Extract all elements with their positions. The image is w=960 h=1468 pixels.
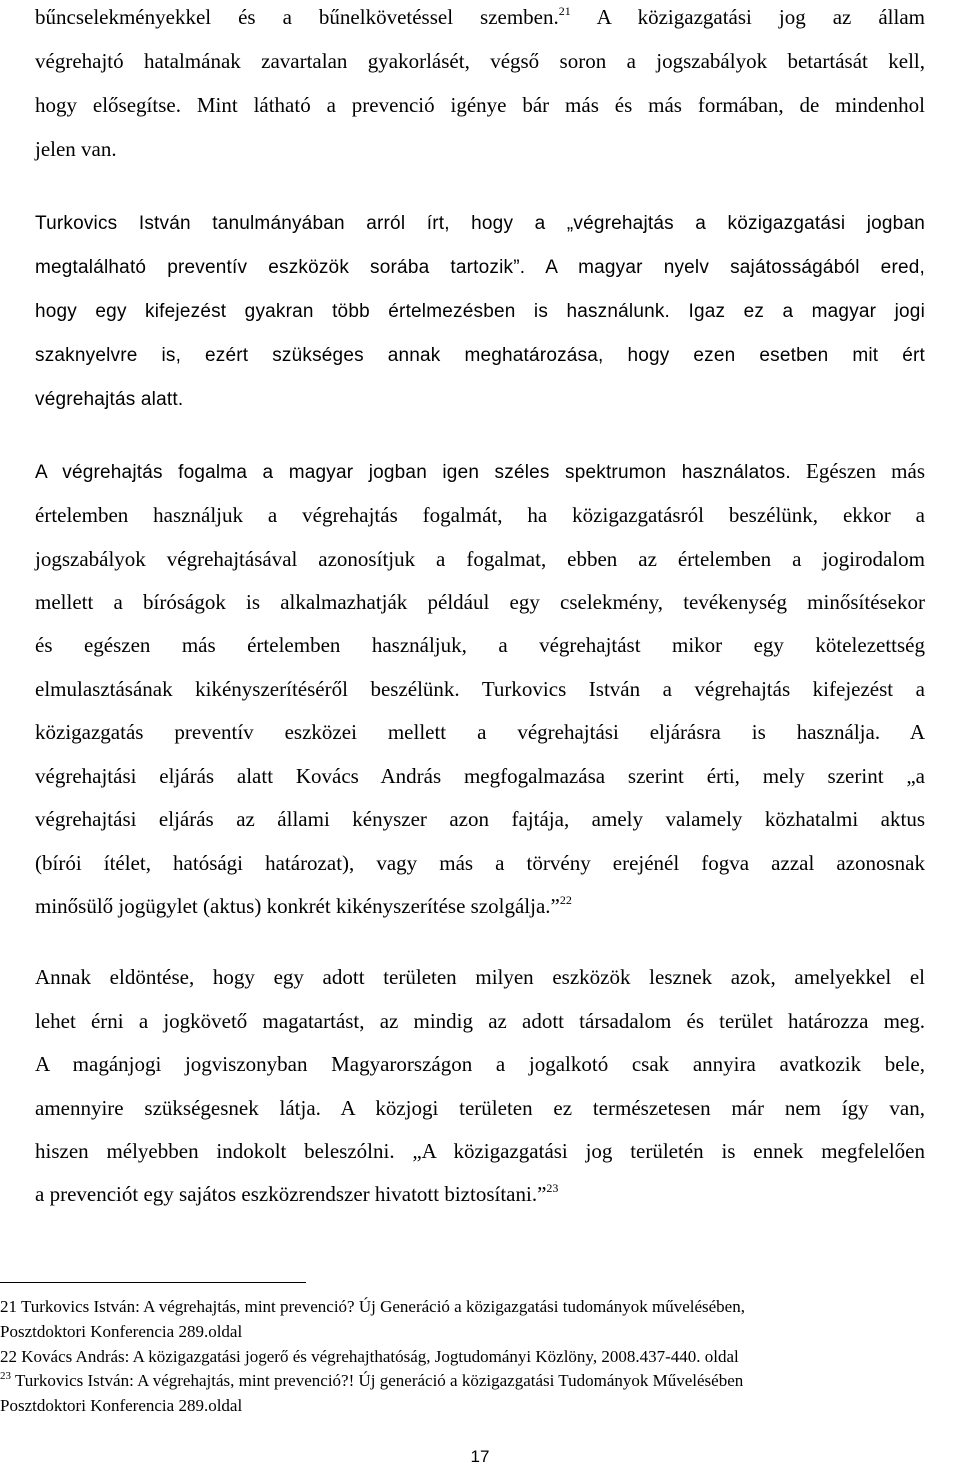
body-line: elmulasztásának kikényszerítéséről beszélünk. Turkovics István a végrehajtás kifejezést a [35, 677, 925, 701]
footnote-21: 21 Turkovics István: A végrehajtás, mint prevenció? Új Generáció a közigazgatási tudományok művelésében, [0, 1297, 745, 1316]
body-line: végrehajtási eljárás alatt Kovács András megfogalmazása szerint érti, mely szerint „a [35, 764, 925, 788]
body-line: a prevenciót egy sajátos eszközrendszer hivatott biztosítani.”$^{23}$ [35, 1181, 559, 1206]
body-line: minősülő jogügylet (aktus) konkrét kikényszerítése szolgálja.”$^{22}$ [35, 893, 572, 918]
body-line: értelemben használjuk a végrehajtás fogalmát, ha közigazgatásról beszélünk, ekkor a [35, 503, 925, 527]
footnote-separator [0, 1282, 306, 1283]
footnote-ref[interactable]: 23 [546, 1181, 559, 1195]
body-line: (bírói ítélet, hatósági határozat), vagy más a törvény erejénél fogva azzal azonosnak [35, 851, 925, 875]
page-number: 17 [470, 1447, 490, 1466]
footnote-22: 22 Kovács András: A közigazgatási jogerő és végrehajthatóság, Jogtudományi Közlöny, 2008.437-440. oldal [0, 1347, 739, 1366]
footnote-ref[interactable]: 21 [558, 4, 571, 18]
body-line: A magánjogi jogviszonyban Magyarországon a jogalkotó csak annyira avatkozik bele, [35, 1052, 925, 1076]
body-line: végrehajtó hatalmának zavartalan gyakorlásét, végső soron a jogszabályok betartását kell, [35, 49, 925, 73]
body-line: végrehajtási eljárás az állami kényszer azon fajtája, amely valamely közhatalmi aktus [35, 807, 925, 831]
footnote-21-continued: Posztdoktori Konferencia 289.oldal [0, 1322, 243, 1341]
footnote-ref[interactable]: 22 [559, 893, 572, 907]
body-line: megtalálható preventív eszközök sorába tartozik”. A magyar nyelv sajátosságából ered, [35, 257, 925, 278]
body-line: végrehajtás alatt. [35, 389, 184, 410]
body-line: bűncselekményekkel és a bűnelkövetéssel szemben.$^{21}$ A közigazgatási jog az állam [35, 4, 926, 29]
body-line: lehet érni a jogkövető magatartást, az mindig az adott társadalom és terület határozza meg. [35, 1009, 925, 1033]
body-line: amennyire szükségesnek látja. A közjogi területen ez természetesen már nem így van, [35, 1096, 925, 1120]
body-line: Turkovics István tanulmányában arról írt, hogy a „végrehajtás a közigazgatási jogban [35, 213, 925, 234]
body-line: hogy elősegítse. Mint látható a prevenció igénye bár más és más formában, de mindenhol [35, 93, 925, 117]
body-line: jelen van. [35, 137, 117, 161]
body-line: közigazgatás preventív eszközei mellett a végrehajtási eljárásra is használja. A [35, 720, 925, 744]
footnote-23-continued: Posztdoktori Konferencia 289.oldal [0, 1396, 243, 1415]
body-line: és egészen más értelemben használjuk, a végrehajtást mikor egy kötelezettség [35, 633, 925, 657]
body-line: hogy egy kifejezést gyakran több értelmezésben is használunk. Igaz ez a magyar jogi [35, 301, 925, 322]
body-line: szaknyelvre is, ezért szükséges annak meghatározása, hogy ezen esetben mit ért [35, 345, 925, 366]
body-line: A végrehajtás fogalma a magyar jogban igen széles spektrumon használatos. Egészen más [35, 459, 926, 483]
footnote-23: $^{23}$ Turkovics István: A végrehajtás, mint prevenció?! Új generáció a közigazgatási Tudományok Művelésében [0, 1370, 744, 1390]
body-line: jogszabályok végrehajtásával azonosítjuk a fogalmat, ebben az értelemben a jogirodalom [35, 547, 925, 571]
body-line: Annak eldöntése, hogy egy adott területen milyen eszközök lesznek azok, amelyekkel el [35, 965, 925, 989]
body-line: hiszen mélyebben indokolt beleszólni. „A közigazgatási jog területén is ennek megfelelően [35, 1139, 925, 1163]
body-line: mellett a bíróságok is alkalmazhatják például egy cselekmény, tevékenység minősítésekor [35, 590, 925, 614]
